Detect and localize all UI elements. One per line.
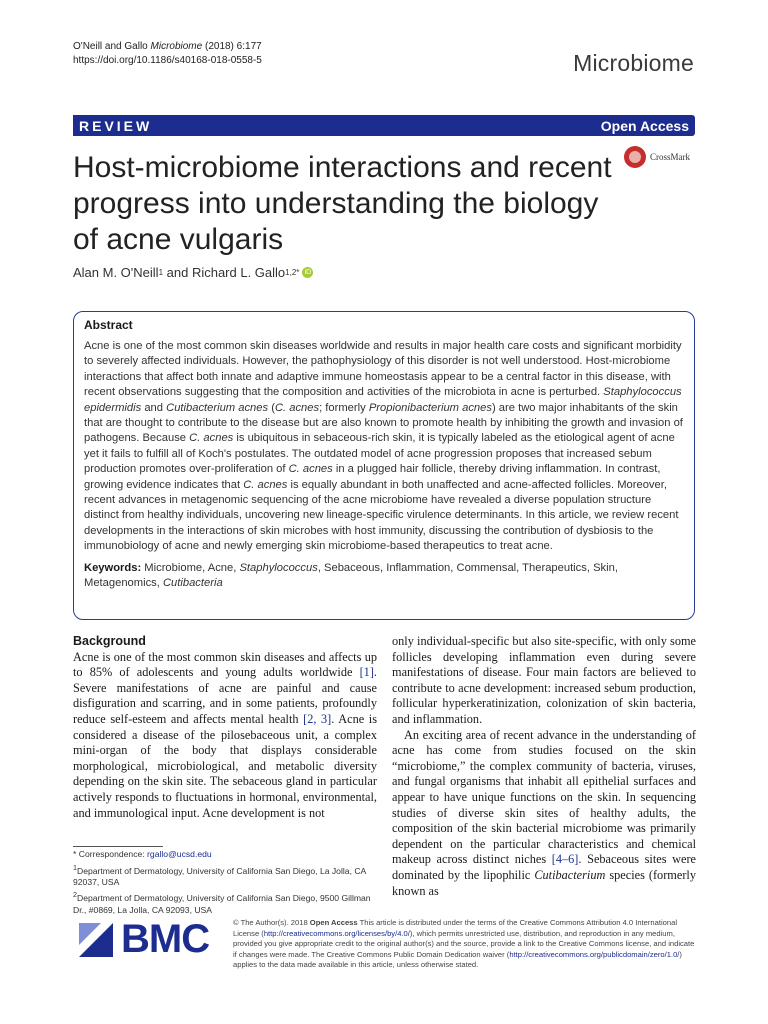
affiliation-sup: 2 xyxy=(73,891,77,900)
abstract-box xyxy=(73,311,695,620)
article-type: REVIEW xyxy=(79,117,153,134)
citation-journal: Microbiome xyxy=(150,41,203,52)
author-conjunction: and xyxy=(163,265,192,280)
abstract-italic: C. acnes xyxy=(274,401,320,414)
abstract-segment: ( xyxy=(268,401,275,414)
crossmark-label: CrossMark xyxy=(650,152,690,162)
body-segment: . Sebaceous sites were dominated by the lipophilic xyxy=(392,852,696,882)
license-link[interactable]: http://creativecommons.org/publicdomain/zero/1.0/ xyxy=(509,949,680,959)
affiliation-2 xyxy=(73,890,377,916)
license-segment: This article is distributed under the terms of the Creative Commons Attribution 4.0 International License ( xyxy=(233,918,678,938)
affiliation-text: Department of Dermatology, University of California San Diego, La Jolla, CA 92037, USA xyxy=(73,865,366,887)
body-segment: . Acne is considered a disease of the pilosebaceous unit, a complex mini-organ of the body that displays considerable morphological, microbiological, and metabolic diversity depending on the skin site. The sebaceous gland in particular actively responds to fluctuations in hormonal, environmental, and immunological input. Acne development is not xyxy=(73,711,377,820)
citation-volume: (2018) 6:177 xyxy=(204,41,262,52)
article-type-banner xyxy=(73,115,695,136)
affiliation-sup: 1 xyxy=(73,863,77,872)
body-segment: Acne is one of the most common skin diseases and affects up to 85% of adolescents and young adults worldwide xyxy=(73,649,377,680)
citation-link[interactable]: [2, 3] xyxy=(303,711,332,726)
license-text xyxy=(233,918,696,971)
body-column-right xyxy=(392,634,696,899)
doi-link[interactable]: https://doi.org/10.1186/s40168-018-0558-5 xyxy=(73,55,262,66)
correspondence-label: * Correspondence: xyxy=(73,849,148,859)
body-italic: Cutibacterium xyxy=(534,867,606,882)
license-segment: © The Author(s). 2018 xyxy=(233,918,310,927)
crossmark-icon xyxy=(624,146,646,168)
body-paragraph xyxy=(392,728,696,900)
abstract-segment: ) are two major inhabitants of the skin that are thought to contribute to the disease but are also known to promote health by inhibiting the growth and invasion of pathogens. Because xyxy=(84,401,683,445)
journal-logo: Microbiome xyxy=(573,50,694,76)
abstract-segment: ; formerly xyxy=(319,401,369,414)
abstract-text xyxy=(84,339,684,555)
abstract-segment: Acne is one of the most common skin diseases worldwide and results in major health care costs and significant morbidity to severely affected individuals. However, the pathophysiology of this disorder is not well understood. Host-microbiome interactions that affect both innate and adaptive immune homeostasis appear to be a central factor in this disease, with recent observations suggesting that the composition and activities of the microbiota in acne is perturbed. xyxy=(84,340,682,399)
affiliation-sup: 1,2* xyxy=(285,268,300,277)
body-paragraph xyxy=(73,650,377,822)
section-heading-background: Background xyxy=(73,634,146,648)
bmc-wordmark: BMC xyxy=(121,917,210,961)
keywords xyxy=(84,561,684,592)
bmc-logo xyxy=(79,917,209,962)
body-segment: An exciting area of recent advance in the understanding of acne has come from studies focused on the skin “microbiome,” the complex community of bacteria, viruses, and fungal organisms that inhabit all epithelial surfaces and appear to have unique functions on the skin. In sequencing studies of diverse skin sites of healthy adults, the composition of the skin bacterial microbiome was primarily dependent on the particular characteristics and chemical makeup across distinct niches xyxy=(392,727,696,867)
license-segment: ), which permits unrestricted use, distribution, and reproduction in any medium, provided you give appropriate credit to the original author(s) and the source, provide a link to the Creative Commons license, and indicate if changes were made. The Creative Commons Public Domain Dedication waiver ( xyxy=(233,928,695,959)
body-paragraph: only individual-specific but also site-specific, with only some follicles developing inflammation even during severe manifestations of disease. Four main factors are believed to contribute to acne development: increased sebum production, follicular hyperkeratinization, colonization of skin bacteria, and inflammation. xyxy=(392,634,696,726)
abstract-italic: Staphylococcus epidermidis xyxy=(84,386,682,414)
license-segment: ) applies to the data made available in this article, unless otherwise stated. xyxy=(233,949,682,969)
keywords-segment: Microbiome, Acne, xyxy=(141,561,240,574)
abstract-italic: C. acnes xyxy=(243,478,288,491)
affiliation-1 xyxy=(73,863,377,889)
abstract-segment: and xyxy=(141,401,167,414)
body-segment: . Severe manifestations of acne are painful and cause disfiguration and scarring, and in some patients, profoundly reduce self-esteem and affects mental health xyxy=(73,665,377,726)
body-column-left xyxy=(73,634,377,821)
abstract-italic: C. acnes xyxy=(189,432,234,445)
abstract-italic: Propionibacterium acnes xyxy=(368,401,492,414)
keywords-italic: Cutibacteria xyxy=(162,577,223,590)
citation xyxy=(73,40,262,68)
abstract-segment: in a plugged hair follicle, thereby driving inflammation. In contrast, growing evidence indicates that xyxy=(84,463,661,491)
footnotes xyxy=(73,849,377,918)
keywords-italic: Staphylococcus xyxy=(239,561,318,574)
footnote-rule xyxy=(73,846,163,847)
license-open-access: Open Access xyxy=(309,918,358,927)
author-name: Richard L. Gallo xyxy=(191,265,286,280)
abstract-segment: is ubiquitous in sebaceous-rich skin, it is typically labeled as the etiological agent of acne yet it fails to fulfill all of Koch's postulates. The outdated model of acne progression proposes that increased sebum production promotes over-proliferation of xyxy=(84,432,675,476)
abstract-italic: Cutibacterium acnes xyxy=(166,401,269,414)
author-name: Alan M. O'Neill xyxy=(73,265,159,280)
bmc-mark-icon xyxy=(79,923,113,957)
citation-link[interactable]: [4–6] xyxy=(551,852,579,867)
abstract-segment: is equally abundant in both unaffected and acne-affected follicles. Moreover, recent advances in metagenomic sequencing of the acne microbiome have revealed a diverse population structure distinct from healthy individuals, uncovering new lineage-specific virulence determinants. In this article, we review recent developments in the interactions of skin microbes with host immunity, discussing the contribution of dysbiosis to the immunobiology of acne and newly emerging skin microbiome-based therapeutics to treat acne. xyxy=(84,478,679,553)
crossmark-badge[interactable] xyxy=(624,146,690,168)
author-list xyxy=(73,265,313,280)
license-link[interactable]: http://creativecommons.org/licenses/by/4.0/ xyxy=(263,928,410,938)
orcid-icon[interactable]: iD xyxy=(302,267,313,278)
affiliation-text: Department of Dermatology, University of California San Diego, 9500 Gillman Dr., #0869, La Jolla, CA 92093, USA xyxy=(73,893,371,915)
abstract-italic: C. acnes xyxy=(288,463,333,476)
citation-link[interactable]: [1] xyxy=(359,665,374,680)
open-access-label: Open Access xyxy=(600,117,689,134)
citation-authors: O'Neill and Gallo xyxy=(73,41,148,52)
correspondence xyxy=(73,849,377,861)
keywords-segment: , Sebaceous, Inflammation, Commensal, Therapeutics, Skin, Metagenomics, xyxy=(84,561,618,590)
article-title: Host-microbiome interactions and recent progress into understanding the biology of acne vulgaris xyxy=(73,151,612,256)
correspondence-email-link[interactable]: rgallo@ucsd.edu xyxy=(147,849,212,859)
abstract-heading: Abstract xyxy=(84,318,133,332)
body-segment: species (formerly known as xyxy=(392,867,696,898)
keywords-label: Keywords: xyxy=(84,561,142,574)
affiliation-sup: 1 xyxy=(158,268,164,277)
